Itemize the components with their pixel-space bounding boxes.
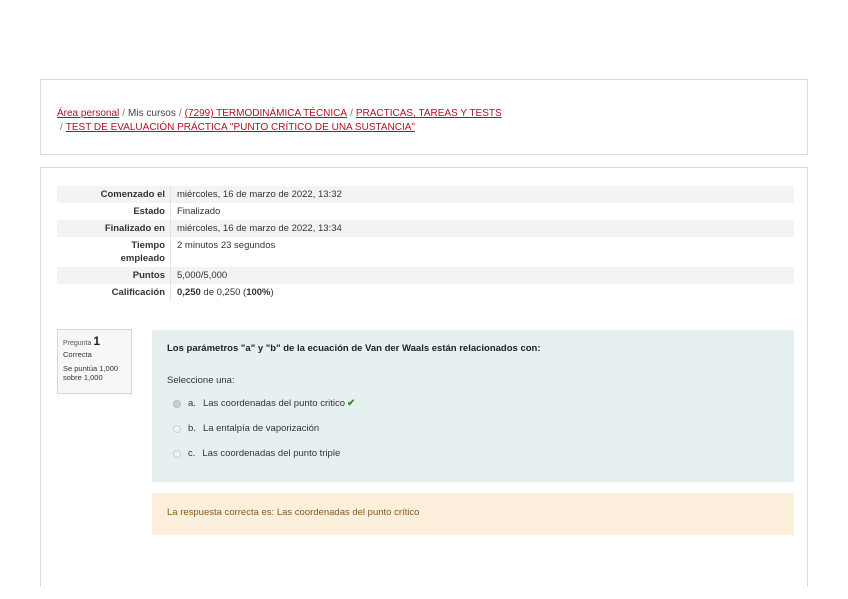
question-text: Los parámetros "a" y "b" de la ecuación de Van der Waals están relacionados con: — [167, 343, 541, 354]
answer-option-b — [167, 416, 779, 441]
question-grade-line2: sobre 1,000 — [63, 373, 103, 382]
finished-label: Finalizado en — [57, 220, 171, 237]
summary-row-time — [57, 237, 794, 267]
question-number — [63, 334, 126, 348]
summary-row-state — [57, 203, 794, 220]
grade-of: de 0,250 ( — [200, 287, 247, 298]
summary-row-started — [57, 186, 794, 203]
radio-option-a[interactable] — [173, 400, 181, 408]
question-number-label: Pregunta — [63, 340, 92, 347]
time-label-line1: Tiempo — [131, 240, 165, 251]
breadcrumb-my-courses: Mis cursos — [128, 108, 176, 119]
grade-label: Calificación — [57, 284, 171, 301]
breadcrumb-course-link[interactable]: (7299) TERMODINÁMICA TÉCNICA — [184, 108, 348, 119]
radio-option-c[interactable] — [173, 450, 181, 458]
breadcrumb-separator: / — [122, 108, 126, 119]
breadcrumb — [57, 107, 502, 135]
summary-row-finished — [57, 220, 794, 237]
grade-percent: 100% — [246, 287, 271, 298]
summary-row-grade — [57, 284, 794, 301]
question-info-box — [57, 329, 132, 394]
time-value: 2 minutos 23 segundos — [171, 237, 795, 267]
question-grade — [63, 364, 126, 382]
option-text: Las coordenadas del punto critico — [202, 398, 346, 409]
breadcrumb-card — [40, 79, 808, 155]
question-grade-line1: Se puntúa 1,000 — [63, 364, 119, 373]
option-letter: c. — [188, 448, 196, 459]
option-text: La entalpía de vaporización — [202, 423, 320, 434]
finished-value: miércoles, 16 de marzo de 2022, 13:34 — [171, 220, 795, 237]
question-status: Correcta — [63, 350, 92, 359]
option-letter: a. — [188, 398, 196, 409]
breadcrumb-activity-link[interactable]: TEST DE EVALUACIÓN PRÁCTICA "PUNTO CRÍTICO DE UNA SUSTANCIA" — [65, 122, 415, 133]
answer-options — [167, 391, 779, 466]
grade-score: 0,250 — [177, 287, 201, 298]
answer-option-c — [167, 441, 779, 466]
attempt-review-card — [40, 167, 808, 587]
option-text: Las coordenadas del punto triple — [202, 448, 341, 459]
option-letter: b. — [188, 423, 196, 434]
state-label: Estado — [57, 203, 171, 220]
question-content — [152, 330, 794, 482]
time-label — [57, 237, 171, 267]
summary-row-points — [57, 267, 794, 284]
breadcrumb-separator: / — [60, 122, 63, 133]
breadcrumb-section-link[interactable]: PRACTICAS, TAREAS Y TESTS — [355, 108, 502, 119]
breadcrumb-separator: / — [178, 108, 182, 119]
time-label-line2: empleado — [120, 253, 165, 264]
grade-value — [171, 284, 795, 301]
grade-close: ) — [270, 287, 274, 298]
question-number-value: 1 — [93, 334, 101, 348]
started-label: Comenzado el — [57, 186, 171, 203]
answer-option-a — [167, 391, 779, 416]
points-value: 5,000/5,000 — [171, 267, 795, 284]
points-label: Puntos — [57, 267, 171, 284]
breadcrumb-home-link[interactable]: Área personal — [57, 108, 120, 119]
correct-answer-feedback: La respuesta correcta es: Las coordenadas del punto crítico — [152, 493, 794, 535]
state-value: Finalizado — [171, 203, 795, 220]
breadcrumb-separator: / — [350, 108, 353, 119]
check-icon: ✔ — [347, 398, 356, 409]
attempt-summary-table — [57, 186, 794, 301]
radio-option-b[interactable] — [173, 425, 181, 433]
started-value: miércoles, 16 de marzo de 2022, 13:32 — [171, 186, 795, 203]
answer-prompt: Seleccione una: — [167, 375, 235, 386]
